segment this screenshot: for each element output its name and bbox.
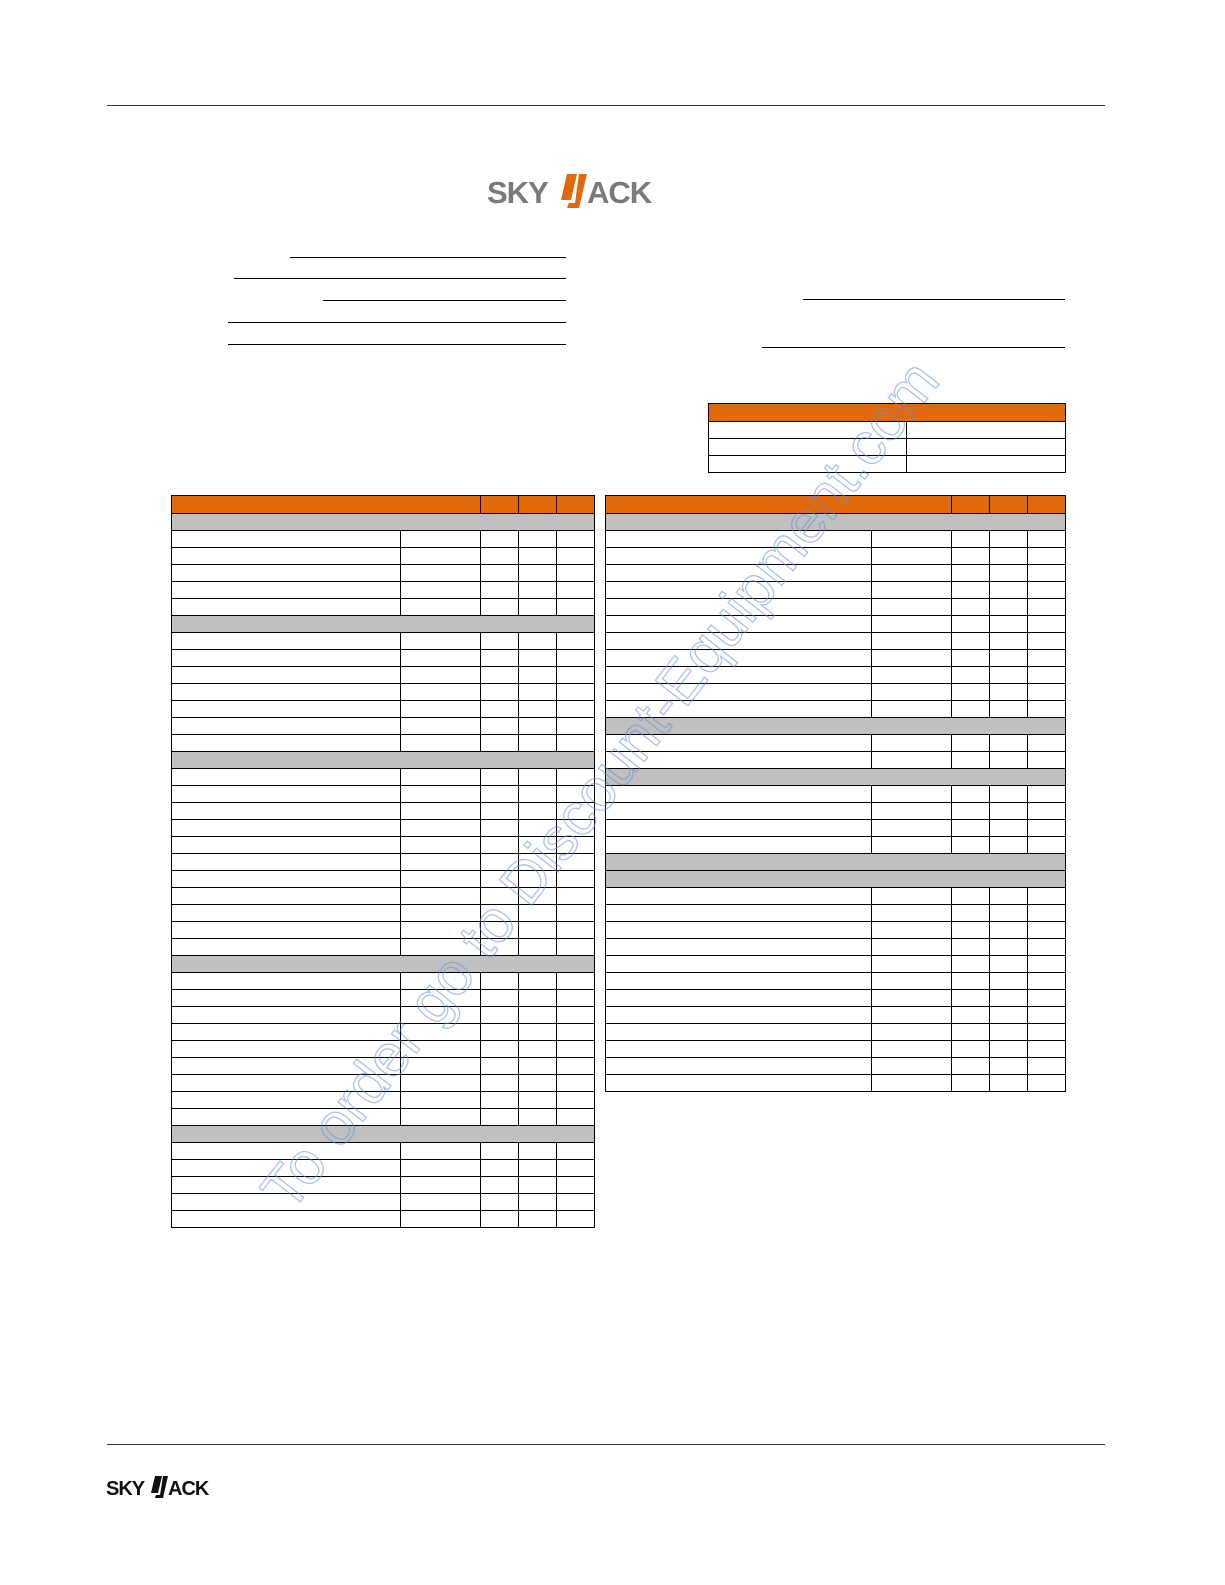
table-row bbox=[172, 1211, 595, 1228]
table-row bbox=[172, 1075, 595, 1092]
svg-text:ACK: ACK bbox=[168, 1478, 209, 1500]
table-row bbox=[172, 905, 595, 922]
header-rule bbox=[107, 105, 1105, 106]
table-row bbox=[172, 684, 595, 701]
table-row bbox=[172, 1109, 595, 1126]
skyjack-logo-footer bbox=[106, 1474, 231, 1500]
table-row bbox=[606, 803, 1066, 820]
form-line-1[interactable] bbox=[290, 257, 566, 258]
checklist-table-right bbox=[605, 495, 1066, 1092]
table-row bbox=[172, 1177, 595, 1194]
form-line-5[interactable] bbox=[228, 344, 566, 345]
table-row bbox=[172, 565, 595, 582]
table-row bbox=[606, 1075, 1066, 1092]
table-row bbox=[172, 990, 595, 1007]
table-row bbox=[172, 599, 595, 616]
svg-text:SKY: SKY bbox=[487, 175, 548, 210]
table-row bbox=[606, 616, 1066, 633]
table-row bbox=[172, 531, 595, 548]
table-row bbox=[606, 1024, 1066, 1041]
checklist-table-left bbox=[171, 495, 595, 1228]
table-row bbox=[172, 1041, 595, 1058]
table-row bbox=[172, 837, 595, 854]
table-row bbox=[606, 599, 1066, 616]
table-row bbox=[606, 905, 1066, 922]
table-row bbox=[172, 922, 595, 939]
table-row bbox=[606, 837, 1066, 854]
table-row bbox=[606, 973, 1066, 990]
table-row bbox=[606, 531, 1066, 548]
table-row bbox=[606, 990, 1066, 1007]
table-row bbox=[172, 871, 595, 888]
table-row bbox=[172, 735, 595, 752]
table-row bbox=[172, 1058, 595, 1075]
table-row bbox=[172, 582, 595, 599]
table-row bbox=[606, 786, 1066, 803]
table-row bbox=[172, 633, 595, 650]
table-row bbox=[172, 1143, 595, 1160]
table-row bbox=[172, 888, 595, 905]
table-row bbox=[606, 1058, 1066, 1075]
skyjack-logo bbox=[487, 170, 692, 210]
footer-rule bbox=[107, 1444, 1105, 1445]
svg-text:ACK: ACK bbox=[587, 175, 652, 210]
table-row bbox=[606, 820, 1066, 837]
table-row bbox=[606, 888, 1066, 905]
table-row bbox=[172, 1194, 595, 1211]
table-row bbox=[172, 854, 595, 871]
table-row bbox=[606, 939, 1066, 956]
table-row bbox=[172, 803, 595, 820]
form-line-3[interactable] bbox=[323, 300, 566, 301]
table-row bbox=[606, 633, 1066, 650]
table-row bbox=[172, 718, 595, 735]
table-row bbox=[172, 939, 595, 956]
table-row bbox=[606, 735, 1066, 752]
table-row bbox=[606, 582, 1066, 599]
table-row bbox=[172, 1007, 595, 1024]
watermark: To order go to Discount-Equipment.com bbox=[248, 347, 952, 1223]
table-row bbox=[172, 786, 595, 803]
table-row bbox=[606, 548, 1066, 565]
table-row bbox=[172, 1160, 595, 1177]
table-row bbox=[606, 684, 1066, 701]
table-row bbox=[172, 769, 595, 786]
table-row bbox=[172, 701, 595, 718]
table-row bbox=[606, 956, 1066, 973]
table-row bbox=[606, 1041, 1066, 1058]
table-row bbox=[606, 667, 1066, 684]
table-row bbox=[606, 752, 1066, 769]
form-line-6[interactable] bbox=[803, 299, 1065, 300]
table-row bbox=[606, 922, 1066, 939]
table-row bbox=[172, 548, 595, 565]
table-row bbox=[606, 1007, 1066, 1024]
table-row bbox=[172, 650, 595, 667]
form-line-4[interactable] bbox=[228, 322, 566, 323]
table-row bbox=[172, 973, 595, 990]
form-line-2[interactable] bbox=[234, 278, 566, 279]
table-row bbox=[172, 820, 595, 837]
info-table bbox=[708, 403, 1066, 473]
table-row bbox=[606, 565, 1066, 582]
svg-text:SKY: SKY bbox=[106, 1478, 145, 1500]
table-row bbox=[172, 1024, 595, 1041]
table-row bbox=[606, 650, 1066, 667]
table-row bbox=[172, 1092, 595, 1109]
table-row bbox=[606, 701, 1066, 718]
form-line-7[interactable] bbox=[762, 347, 1065, 348]
table-row bbox=[172, 667, 595, 684]
